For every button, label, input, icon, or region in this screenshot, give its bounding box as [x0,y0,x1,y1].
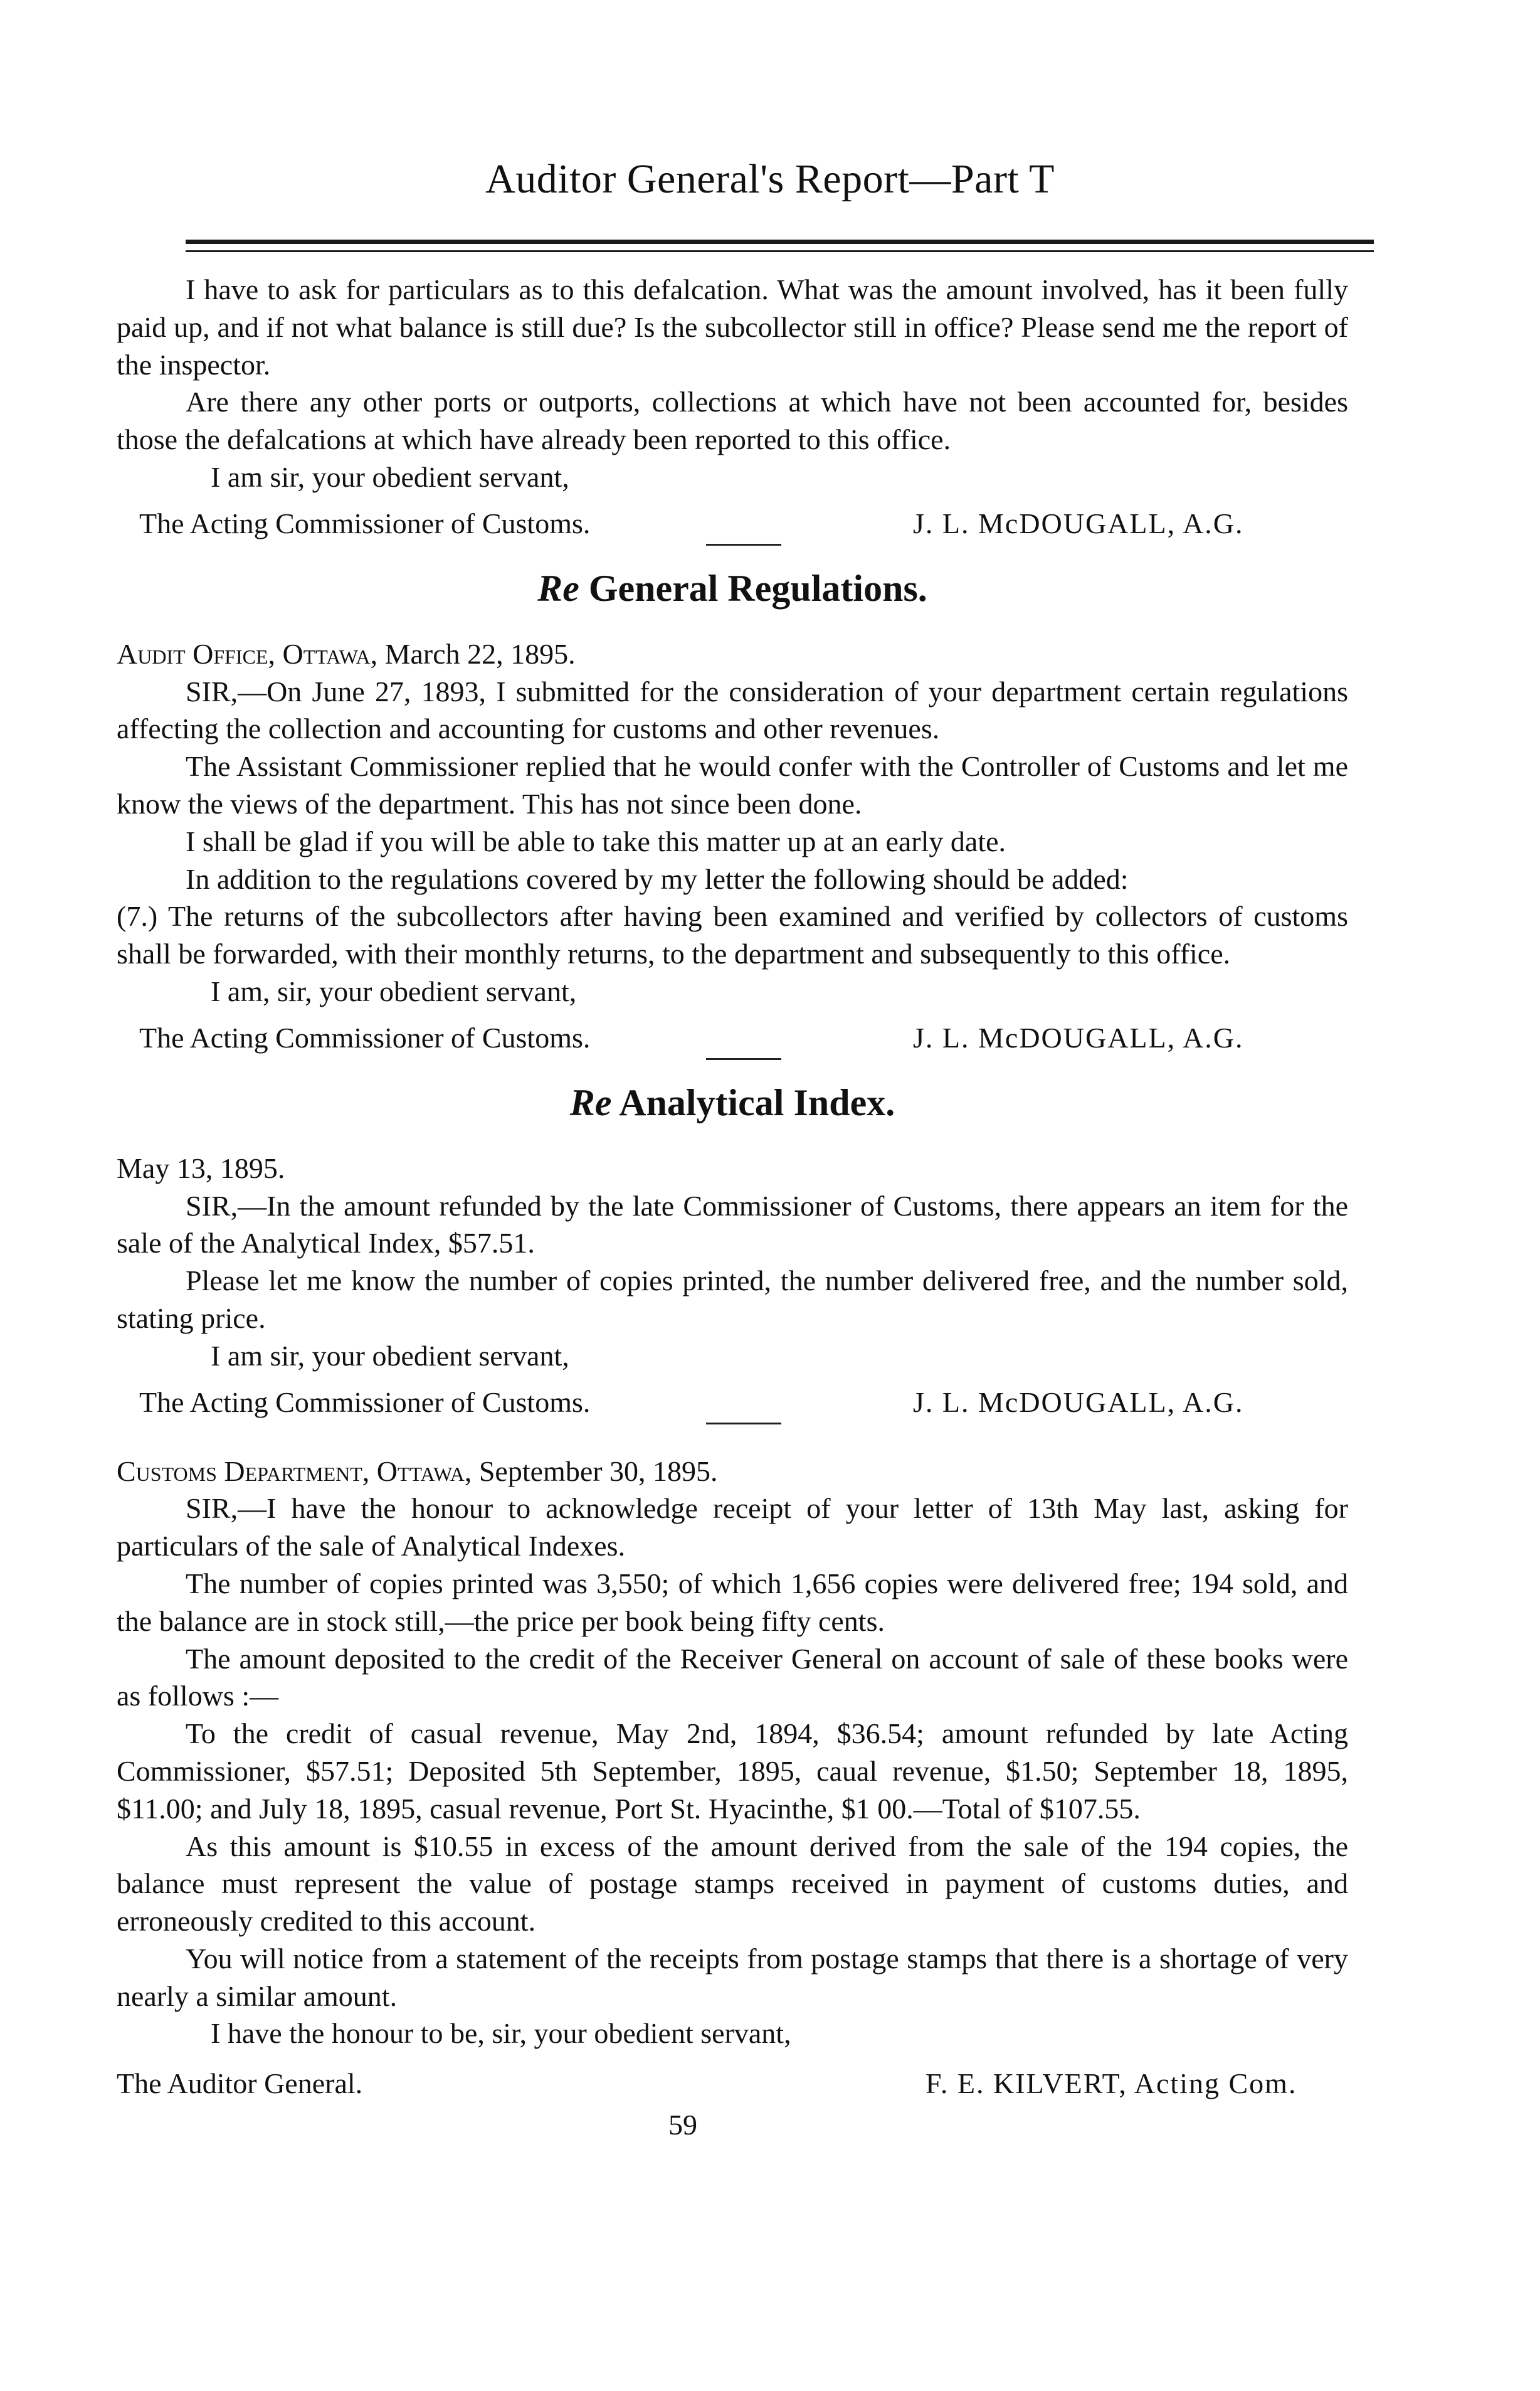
letter1-paragraph-1: I have to ask for particulars as to this defalcation. What was the amount involved, has it been fully paid up, and if not what balance is still due? Is the subcollector still in office? Please send me the report of the inspector. [117,273,1348,381]
section2-title [117,564,1348,613]
section3-separator [706,1423,781,1424]
section4-closing: I have the honour to be, sir, your obedient servant, [211,2017,791,2050]
letter1-paragraph-2: Are there any other ports or outports, collections at which have not been accounted for, besides those the defalcations at which have already been reported to this office. [117,386,1348,456]
section2-paragraph-4: In addition to the regulations covered by my letter the following should be added: [186,862,1129,895]
section2-dateline [117,635,1348,673]
section4-dateline-date: September 30, 1895. [478,1455,718,1487]
section4-paragraph-6: You will notice from a statement of the receipts from postage stamps that there is a shortage of very nearly a similar amount. [117,1942,1348,2012]
section4-paragraph-1: SIR,—I have the honour to acknowledge receipt of your letter of 13th May last, asking for particulars of the sale of Analytical Indexes. [117,1492,1348,1562]
letter1-closing: I am sir, your obedient servant, [211,460,569,493]
section2-separator [706,1058,781,1060]
section4-dateline [117,1453,1348,1490]
section3-closing: I am sir, your obedient servant, [211,1339,569,1372]
header-rule-thin [186,250,1374,252]
letter1-signature-line [117,505,1348,555]
section4-dateline-place: Customs Department, Ottawa, [117,1455,472,1487]
section3-paragraph-1: SIR,—In the amount refunded by the late Commissioner of Customs, there appears an item for the sale of the Analytical Index, $57.51. [117,1189,1348,1259]
letter1-signature: J. L. McDOUGALL, A.G. [913,507,1244,539]
section2-signature-line [117,1019,1348,1069]
section2-title-text: General Regulations. [588,567,927,609]
section3-dateline: May 13, 1895. [117,1152,285,1184]
section2-title-prefix: Re [537,567,579,609]
section2-addressee: The Acting Commissioner of Customs. [139,1021,591,1054]
header-rule-thick [186,240,1374,244]
section3-paragraph-2: Please let me know the number of copies printed, the number delivered free, and the number sold, stating price. [117,1264,1348,1334]
section2-dateline-date: March 22, 1895. [384,637,576,670]
section4-paragraph-3: The amount deposited to the credit of the Receiver General on account of sale of these books were as follows :— [117,1642,1348,1712]
section2-dateline-place: Audit Office, Ottawa, [117,637,378,670]
section4-signature-line [117,2065,1348,2146]
section3-signature: J. L. McDOUGALL, A.G. [913,1386,1244,1418]
section4-paragraph-2: The number of copies printed was 3,550; of which 1,656 copies were delivered free; 194 sold, and the balance are in stock still,—the price per book being fifty cents. [117,1567,1348,1637]
letter1-separator [706,544,781,546]
section4-signature: F. E. KILVERT, Acting Com. [926,2067,1297,2100]
section3-signature-line [117,1384,1348,1434]
section3-title-prefix: Re [569,1081,612,1123]
section4-paragraph-4: To the credit of casual revenue, May 2nd, 1894, $36.54; amount refunded by late Acting Commissioner, $57.51; Deposited 5th September, 1895, caual revenue, $1.50; September 18, 1895, $11.00; and July 18, 1895, casual revenue, Port St. Hyacinthe, $1 00.—Total of $107.55. [117,1717,1348,1825]
section4-addressee: The Auditor General. [117,2067,363,2100]
section2-closing: I am, sir, your obedient servant, [211,975,577,1007]
page-number: 59 [668,2109,697,2141]
section2-paragraph-1: SIR,—On June 27, 1893, I submitted for the consideration of your department certain regulations affecting the collection and accounting for customs and other revenues. [117,675,1348,745]
page-header: Auditor General's Report—Part T [485,156,1055,202]
section4-paragraph-5: As this amount is $10.55 in excess of the amount derived from the sale of the 194 copies, the balance must represent the value of postage stamps received in payment of customs duties, and erroneously credited to this account. [117,1830,1348,1938]
section3-title [117,1078,1348,1127]
section2-paragraph-5: (7.) The returns of the subcollectors after having been examined and verified by collectors of customs shall be forwarded, with their monthly returns, to the department and subsequently to this office. [117,900,1348,970]
section2-paragraph-3: I shall be glad if you will be able to take this matter up at an early date. [186,825,1006,857]
section2-paragraph-2: The Assistant Commissioner replied that he would confer with the Controller of Customs and let me know the views of the department. This has not since been done. [117,750,1348,820]
section3-title-text: Analytical Index. [619,1081,895,1123]
document-body [117,271,1348,2146]
section2-signature: J. L. McDOUGALL, A.G. [913,1021,1244,1054]
section3-addressee: The Acting Commissioner of Customs. [139,1386,591,1418]
letter1-addressee: The Acting Commissioner of Customs. [139,507,591,539]
